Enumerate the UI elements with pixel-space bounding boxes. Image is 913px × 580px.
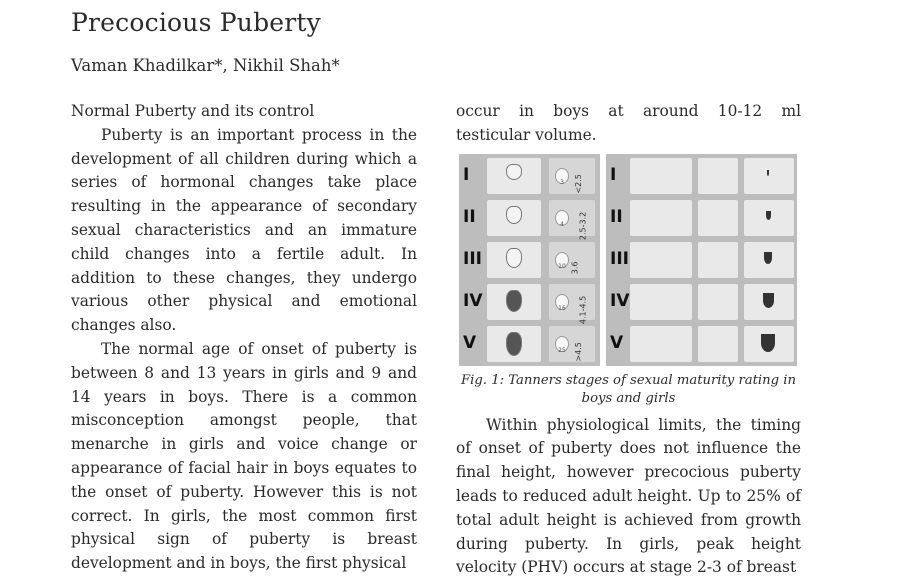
continuation-line-2: testicular volume. [456, 125, 597, 144]
stage-numeral: IV [610, 290, 630, 311]
orchidometer-bead-icon [555, 210, 569, 226]
section-heading: Normal Puberty and its control [71, 102, 315, 120]
pubic-hair-icon [761, 334, 775, 352]
breast-side-illustration [698, 158, 738, 194]
breast-side-illustration [698, 284, 738, 320]
pubic-illustration [744, 242, 794, 278]
stage-numeral: IV [463, 290, 483, 311]
article-authors: Vaman Khadilkar*, Nikhil Shah* [71, 56, 340, 75]
testis-volume-cell [549, 242, 595, 278]
paragraph-1: Puberty is an important process in the development of all children during which a series of hormonal changes take place resulting in the appearance of secondary sexual characteristics and an immature child changes into a fertile adult. In addition to these changes, they undergo various other physical and emotional changes also. [71, 125, 417, 335]
genital-shape-icon [506, 332, 522, 356]
genital-illustration [487, 284, 541, 320]
figure-caption [456, 372, 801, 408]
genital-shape-icon [506, 206, 522, 224]
bead-label: 3 [560, 178, 564, 186]
bead-label: 4 [560, 220, 564, 228]
genital-shape-icon [506, 290, 522, 312]
bead-label: 10 [558, 262, 566, 270]
testis-volume-cell [549, 326, 595, 362]
breast-side-illustration [698, 242, 738, 278]
stage-numeral: V [610, 332, 624, 353]
genital-shape-icon [506, 248, 522, 268]
stage-numeral: III [610, 248, 629, 269]
genital-shape-icon [506, 164, 522, 180]
stage-numeral: II [610, 206, 623, 227]
pubic-illustration [744, 158, 794, 194]
stage-numeral: I [463, 164, 470, 185]
caption-line-1: Fig. 1: Tanners stages of sexual maturity rating in [461, 372, 796, 388]
stage-numeral: II [463, 206, 476, 227]
testis-size-label: >4.5 [573, 341, 583, 362]
breast-side-illustration [698, 326, 738, 362]
pubic-hair-icon [766, 211, 771, 220]
testis-size-label: 3.6 [570, 261, 580, 274]
testis-size-label: 4.1-4.5 [578, 295, 588, 324]
bead-label: 16 [558, 304, 566, 312]
breast-front-illustration [630, 200, 692, 236]
boys-stage-row [459, 156, 600, 196]
orchidometer-bead-icon [555, 294, 569, 310]
girls-stage-row [606, 240, 797, 280]
genital-illustration [487, 200, 541, 236]
article-title: Precocious Puberty [71, 8, 321, 37]
pubic-hair-icon [767, 170, 769, 176]
testis-size-label: <2.5 [573, 173, 583, 194]
genital-illustration [487, 242, 541, 278]
caption-line-2: boys and girls [581, 390, 676, 406]
boys-stage-row [459, 282, 600, 322]
stage-numeral: I [610, 164, 617, 185]
continuation-line-1: occur in boys at around 10-12 ml [456, 102, 801, 120]
girls-stage-row [606, 282, 797, 322]
breast-front-illustration [630, 284, 692, 320]
testis-volume-cell [549, 200, 595, 240]
genital-illustration [487, 158, 541, 194]
testis-size-label: 2.5-3.2 [578, 211, 588, 240]
pubic-hair-icon [764, 252, 772, 264]
breast-side-illustration [698, 200, 738, 236]
testis-volume-cell [549, 158, 595, 194]
tanner-stages-figure [456, 154, 801, 368]
genital-illustration [487, 326, 541, 362]
breast-front-illustration [630, 326, 692, 362]
paragraph-2: The normal age of onset of puberty is between 8 and 13 years in girls and 9 and 14 years in boys. There is a common misconception amongst people, that menarche in girls and voice change or appearance of facial hair in boys equates to the onset of puberty. However this is not correct. In girls, the most common first physical sign of puberty is breast development and in boys, the first physical [71, 339, 417, 573]
pubic-illustration [744, 200, 794, 236]
girls-stage-row [606, 198, 797, 238]
stage-numeral: V [463, 332, 477, 353]
boys-stage-row [459, 240, 600, 280]
stage-numeral: III [463, 248, 482, 269]
boys-stages-panel [459, 154, 600, 366]
girls-stage-row [606, 324, 797, 364]
paragraph-3: Within physiological limits, the timing of onset of puberty does not influence the final height, however precocious puberty leads to reduced adult height. Up to 25% of total adult height is achieved from growth during puberty. In girls, peak height velocity (PHV) occurs at stage 2-3 of breast [456, 415, 801, 577]
testis-volume-cell [549, 284, 595, 324]
pubic-illustration [744, 284, 794, 320]
right-column [456, 100, 801, 580]
girls-stage-row [606, 156, 797, 196]
breast-front-illustration [630, 158, 692, 194]
boys-stage-row [459, 198, 600, 238]
bead-label: 25 [558, 346, 566, 354]
left-column [71, 100, 417, 576]
boys-stage-row [459, 324, 600, 364]
girls-stages-panel [606, 154, 797, 366]
breast-front-illustration [630, 242, 692, 278]
pubic-illustration [744, 326, 794, 362]
pubic-hair-icon [763, 293, 774, 308]
